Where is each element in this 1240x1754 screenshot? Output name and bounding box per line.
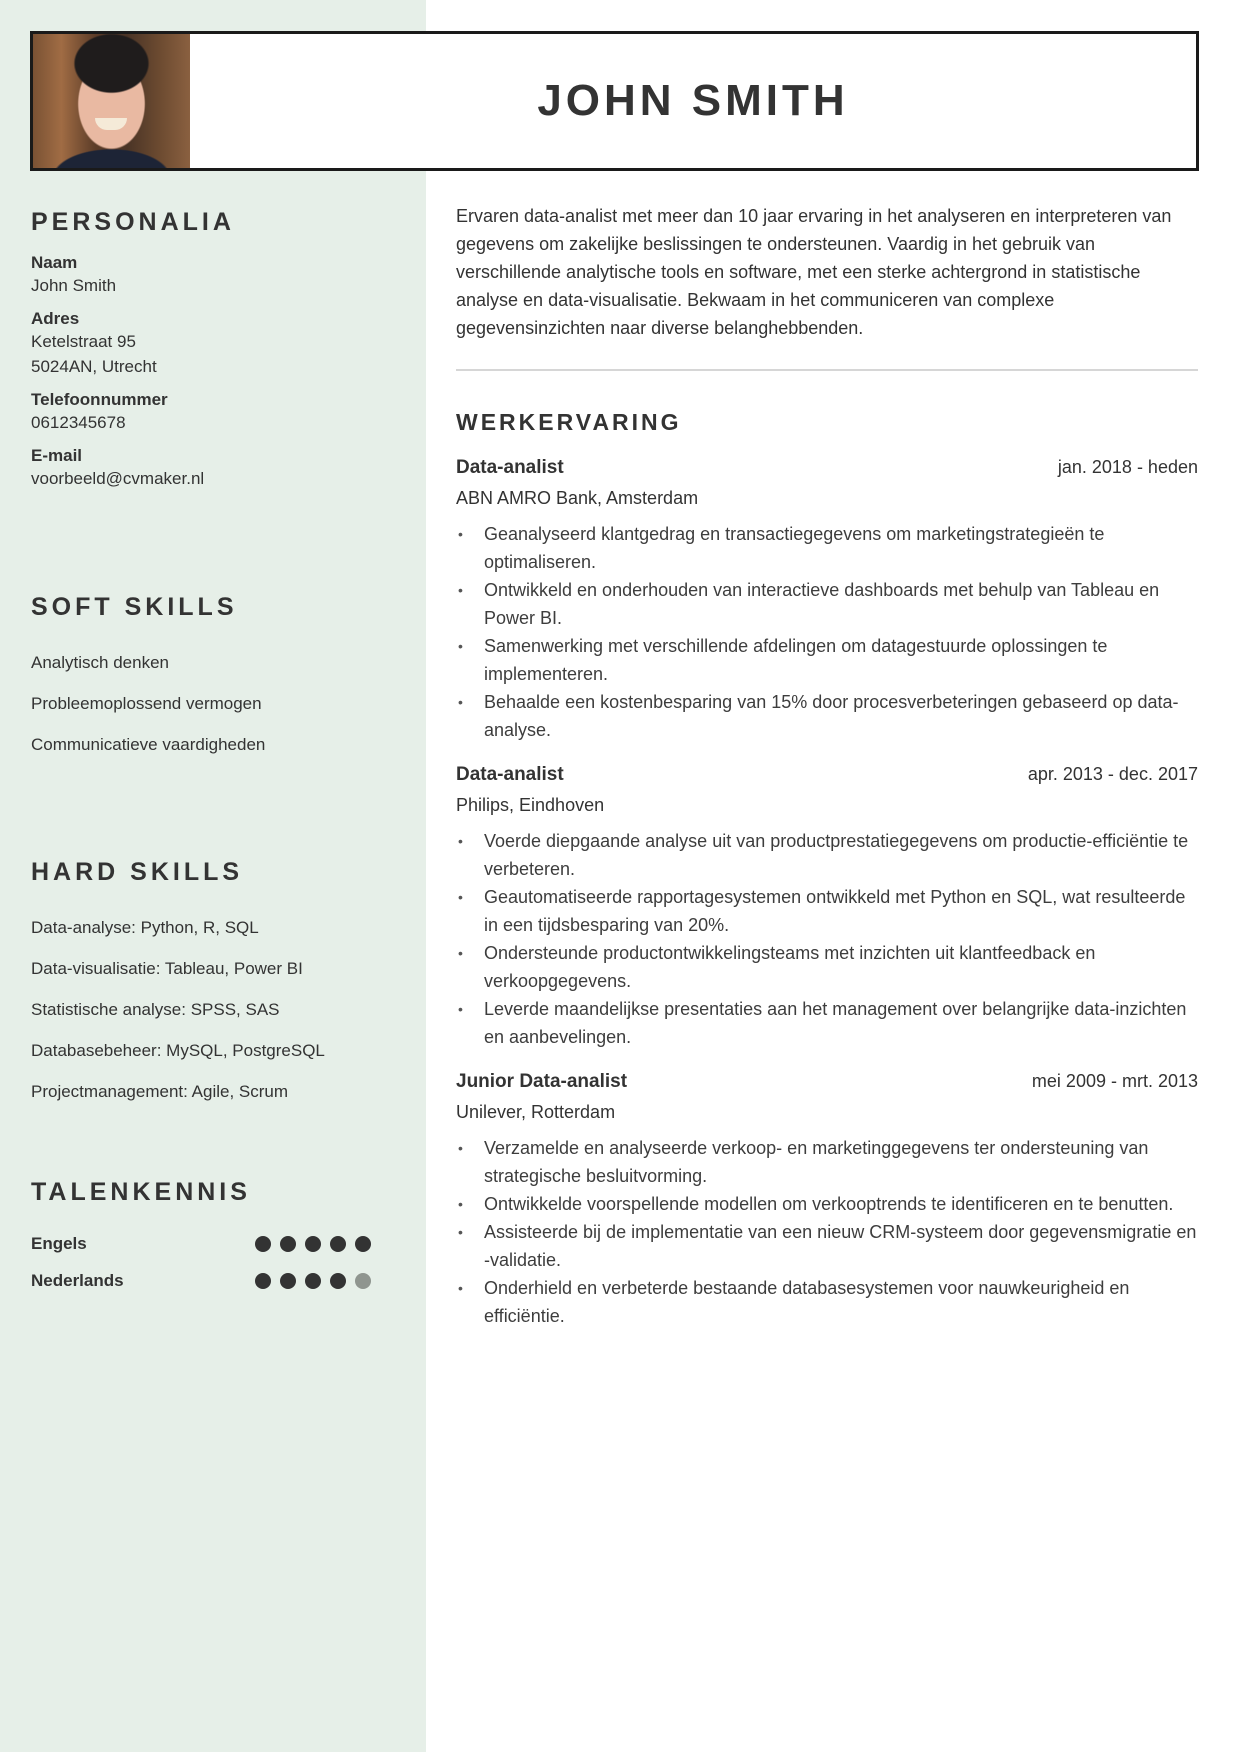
job-dates: jan. 2018 - heden xyxy=(1057,457,1198,477)
job-bullet: • Voerde diepgaande analyse uit van productprestatiegegevens om productie-efficiëntie te verbeteren. xyxy=(456,827,1198,883)
hard-skill-item: Projectmanagement: Agile, Scrum xyxy=(31,1082,289,1101)
field-value: John Smith xyxy=(31,276,117,295)
rating-dot-filled-icon xyxy=(355,1236,371,1252)
language-name: Engels xyxy=(31,1233,87,1253)
section-divider xyxy=(456,369,1198,371)
job-bullet: • Geanalyseerd klantgedrag en transactiegegevens om marketingstrategieën te optimaliseren. xyxy=(456,520,1198,576)
rating-dot-filled-icon xyxy=(280,1273,296,1289)
soft-skills-section xyxy=(31,593,401,765)
job-header xyxy=(456,1071,1198,1093)
job-bullet: • Verzamelde en analyseerde verkoop- en marketinggegevens ter ondersteuning van strategische besluitvorming. xyxy=(456,1134,1198,1190)
profile-summary-section xyxy=(456,202,1198,342)
rating-dot-filled-icon xyxy=(305,1236,321,1252)
hard-skills-section xyxy=(31,858,401,1112)
rating-dot-filled-icon xyxy=(305,1273,321,1289)
personalia-field-email xyxy=(31,446,401,491)
job-title: Junior Data-analist xyxy=(456,1071,628,1092)
language-level-rating xyxy=(255,1236,371,1252)
field-label: E-mail xyxy=(31,446,83,465)
section-heading-soft-skills: SOFT SKILLS xyxy=(31,593,238,621)
rating-dot-filled-icon xyxy=(280,1236,296,1252)
job-bullet: • Ontwikkeld en onderhouden van interactieve dashboards met behulp van Tableau en Power BI. xyxy=(456,576,1198,632)
job-bullets xyxy=(456,1134,1198,1330)
field-label: Adres xyxy=(31,309,80,328)
personalia-section xyxy=(31,208,401,491)
job-entry xyxy=(456,764,1198,1051)
job-title: Data-analist xyxy=(456,764,564,785)
field-value: 0612345678 xyxy=(31,413,126,432)
job-header xyxy=(456,457,1198,479)
job-bullet: • Geautomatiseerde rapportagesystemen ontwikkeld met Python en SQL, wat resulteerde in een tijdsbesparing van 20%. xyxy=(456,883,1198,939)
job-bullets xyxy=(456,520,1198,744)
job-company: ABN AMRO Bank, Amsterdam xyxy=(456,488,699,508)
photo-detail xyxy=(95,118,127,130)
job-bullet: • Samenwerking met verschillende afdelingen om datagestuurde oplossingen te implementeren. xyxy=(456,632,1198,688)
field-value: Ketelstraat 95 xyxy=(31,332,136,351)
rating-dot-filled-icon xyxy=(255,1273,271,1289)
page-title-name: JOHN SMITH xyxy=(537,76,849,125)
work-experience-section xyxy=(456,409,1198,1330)
header-name-box xyxy=(30,31,1199,171)
name-container xyxy=(190,34,1196,168)
job-bullet: • Assisteerde bij de implementatie van een nieuw CRM-systeem door gegevensmigratie en -validatie. xyxy=(456,1218,1198,1274)
rating-dot-filled-icon xyxy=(330,1236,346,1252)
language-row-english xyxy=(31,1225,401,1262)
field-value: 5024AN, Utrecht xyxy=(31,357,157,376)
job-entry xyxy=(456,457,1198,744)
job-bullet: • Leverde maandelijkse presentaties aan het management over belangrijke data-inzichten en aanbevelingen. xyxy=(456,995,1198,1051)
personalia-field-address xyxy=(31,309,401,379)
hard-skill-item: Statistische analyse: SPSS, SAS xyxy=(31,1000,280,1019)
section-heading-languages: TALENKENNIS xyxy=(31,1178,251,1206)
soft-skill-item: Analytisch denken xyxy=(31,653,169,672)
hard-skill-item: Data-visualisatie: Tableau, Power BI xyxy=(31,959,303,978)
languages-section xyxy=(31,1178,401,1299)
job-title: Data-analist xyxy=(456,457,564,478)
job-entry xyxy=(456,1071,1198,1330)
job-bullets xyxy=(456,827,1198,1051)
rating-dot-filled-icon xyxy=(255,1236,271,1252)
language-level-rating xyxy=(255,1273,371,1289)
rating-dot-filled-icon xyxy=(330,1273,346,1289)
job-company: Philips, Eindhoven xyxy=(456,795,605,815)
language-row-dutch xyxy=(31,1262,401,1299)
personalia-field-phone xyxy=(31,390,401,435)
profile-photo xyxy=(33,34,190,168)
job-bullet: • Behaalde een kostenbesparing van 15% door procesverbeteringen gebaseerd op data-analyse. xyxy=(456,688,1198,744)
section-heading-hard-skills: HARD SKILLS xyxy=(31,858,244,886)
rating-dot-empty-icon xyxy=(355,1273,371,1289)
job-bullet: • Ontwikkelde voorspellende modellen om verkooptrends te identificeren en te benutten. xyxy=(456,1190,1198,1218)
section-heading-personalia: PERSONALIA xyxy=(31,208,235,236)
soft-skill-item: Communicatieve vaardigheden xyxy=(31,735,266,754)
soft-skill-item: Probleemoplossend vermogen xyxy=(31,694,262,713)
job-dates: apr. 2013 - dec. 2017 xyxy=(1027,764,1198,784)
profile-summary: Ervaren data-analist met meer dan 10 jaar ervaring in het analyseren en interpreteren van gegevens om zakelijke beslissingen te ondersteunen. Vaardig in het gebruik van verschillende analytische tools en software, met een sterke achtergrond in statistische analyse en data-visualisatie. Bekwaam in het communiceren van complexe gegevensinzichten naar diverse belanghebbenden. xyxy=(456,206,1172,338)
personalia-field-name xyxy=(31,253,401,298)
job-bullet: • Ondersteunde productontwikkelingsteams met inzichten uit klantfeedback en verkoopgegevens. xyxy=(456,939,1198,995)
language-name: Nederlands xyxy=(31,1270,124,1290)
section-heading-experience: WERKERVARING xyxy=(456,409,682,435)
hard-skill-item: Databasebeheer: MySQL, PostgreSQL xyxy=(31,1041,325,1060)
field-label: Telefoonnummer xyxy=(31,390,168,409)
hard-skill-item: Data-analyse: Python, R, SQL xyxy=(31,918,259,937)
job-bullet: • Onderhield en verbeterde bestaande databasesystemen voor nauwkeurigheid en efficiëntie. xyxy=(456,1274,1198,1330)
email-link[interactable]: voorbeeld@cvmaker.nl xyxy=(31,469,205,488)
job-header xyxy=(456,764,1198,786)
job-dates: mei 2009 - mrt. 2013 xyxy=(1031,1071,1198,1091)
field-label: Naam xyxy=(31,253,78,272)
job-company: Unilever, Rotterdam xyxy=(456,1102,616,1122)
